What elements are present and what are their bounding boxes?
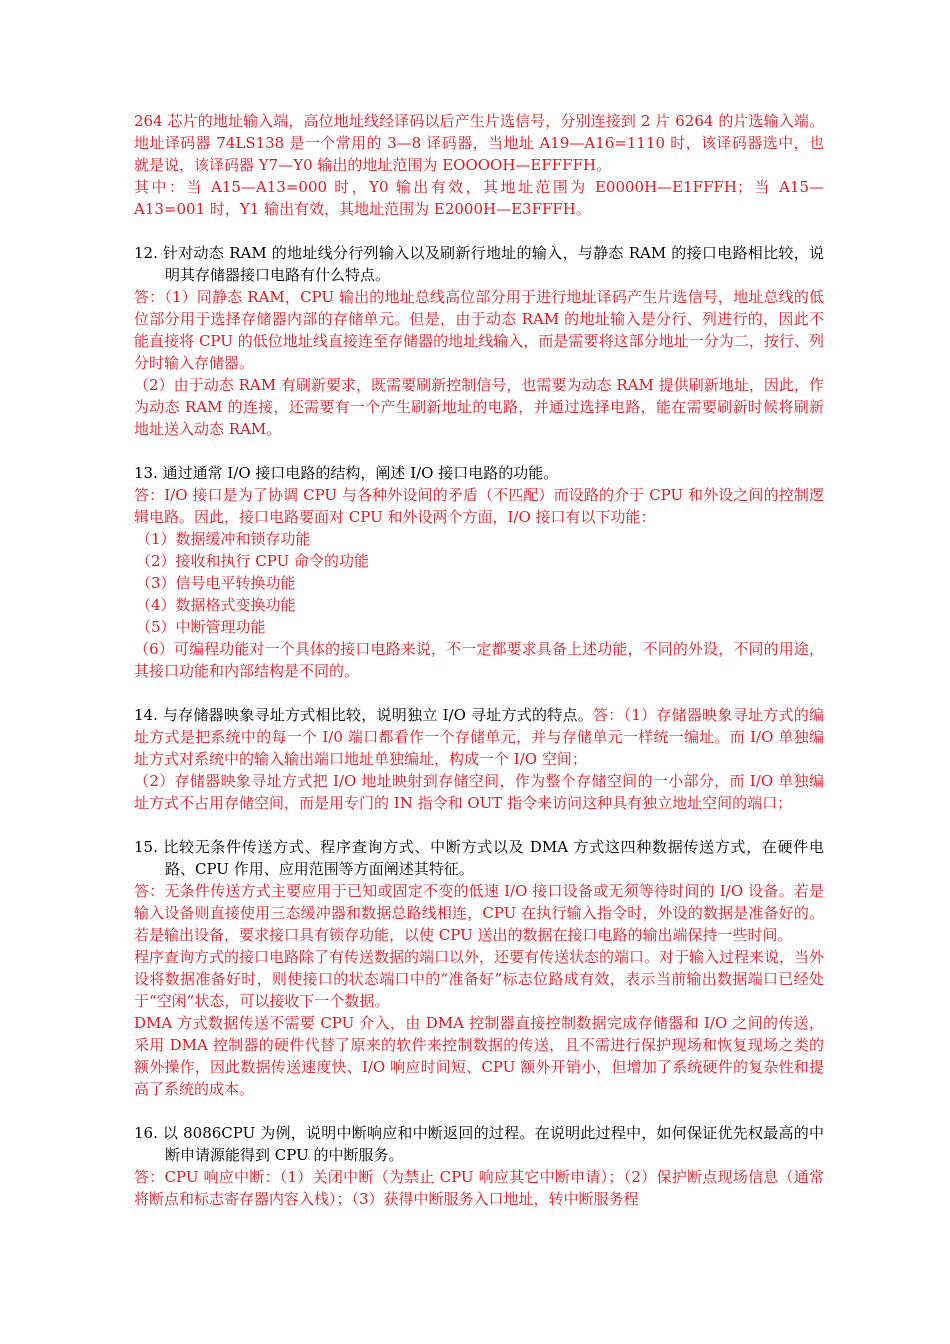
answer-15-part-3: DMA 方式数据传送不需要 CPU 介入，由 DMA 控制器直接控制数据完成存储器和 I/O 之间的传送，采用 DMA 控制器的硬件代替了原来的软件来控制数据的传送，且不需进行保护现场和恢复现场之类的额外操作，因此数据传送速度快、I/O 响应时间短、CPU 额外开销小，但增加了系统硬件的复杂性和提高了系统的成本。 (134, 1014, 824, 1098)
answer-13-item: （4）数据格式变换功能 (136, 596, 296, 614)
answer-13-item: （3）信号电平转换功能 (136, 574, 296, 592)
answer-14-part-2: （2）存储器映象寻址方式把 I/O 地址映射到存储空间，作为整个存储空间的一小部分，而 I/O 单独编址方式不占用存储空间，而是用专门的 IN 指令和 OUT 指令来访问这种具有独立地址空间的端口； (134, 772, 824, 812)
answer-12-part-2: （2）由于动态 RAM 有刷新要求，既需要刷新控制信号，也需要为动态 RAM 提供刷新地址，因此，作为动态 RAM 的连接，还需要有一个产生刷新地址的电路，并通过选择电路，能在需要刷新时候将刷新地址送入动态 RAM。 (134, 376, 824, 438)
question-12-section (134, 242, 824, 440)
intro-paragraph-1: 264 芯片的地址输入端，高位地址线经译码以后产生片选信号，分别连接到 2 片 6264 的片选输入端。地址译码器 74LS138 是一个常用的 3—8 译码器，当地址 A19—A16=1110 时，该译码器选中，也就是说，该译码器 Y7—Y0 输出的地址范围为 EOOOOH—EFFFFH。 (134, 112, 824, 174)
question-14-paragraph (134, 704, 824, 770)
intro-section (134, 110, 824, 220)
answer-13-item: （2）接收和执行 CPU 命令的功能 (136, 552, 370, 570)
answer-13-item: （6）可编程功能对一个具体的接口电路来说，不一定都要求具备上述功能，不同的外设，不同的用途，其接口功能和内部结构是不同的。 (134, 640, 824, 680)
question-13-text: 13. 通过通常 I/O 接口电路的结构，阐述 I/O 接口电路的功能。 (134, 464, 559, 482)
answer-14-part-1: 答：（1）存储器映象寻址方式的编址方式是把系统中的每一个 I/0 端口都看作一个存储单元，并与存储单元一样统一编址。而 I/O 单独编址方式对系统中的输入输出端口地址单独编址，构成一个 I/O 空间； (134, 706, 824, 768)
question-14-text: 14. 与存储器映象寻址方式相比较，说明独立 I/O 寻址方式的特点。 (134, 706, 594, 724)
answer-12-part-1: 答：（1）同静态 RAM，CPU 输出的地址总线高位部分用于进行地址译码产生片选信号，地址总线的低位部分用于选择存储器内部的存储单元。但是，由于动态 RAM 的地址输入是分行、列进行的，因此不能直接将 CPU 的低位地址线直接连至存储器的地址线输入，而是需要将这部分地址一分为二，按行、列分时输入存储器。 (134, 288, 824, 372)
answer-16-part-1: 答：CPU 响应中断：（1）关闭中断（为禁止 CPU 响应其它中断申请）；（2）保护断点现场信息（通常将断点和标志寄存器内容入栈）；（3）获得中断服务入口地址，转中断服务程 (134, 1168, 824, 1208)
document-page (134, 110, 824, 1232)
question-12-text: 12. 针对动态 RAM 的地址线分行列输入以及刷新行地址的输入，与静态 RAM 的接口电路相比较，说明其存储器接口电路有什么特点。 (134, 244, 824, 284)
question-16-text: 16. 以 8086CPU 为例，说明中断响应和中断返回的过程。在说明此过程中，如何保证优先权最高的中断申请源能得到 CPU 的中断服务。 (134, 1124, 824, 1164)
question-15-text: 15. 比较无条件传送方式、程序查询方式、中断方式以及 DMA 方式这四种数据传送方式，在硬件电路、CPU 作用、应用范围等方面阐述其特征。 (134, 838, 824, 878)
answer-15-part-2: 程序查询方式的接口电路除了有传送数据的端口以外，还要有传送状态的端口。对于输入过程来说，当外设将数据准备好时，则使接口的状态端口中的“准备好”标志位路成有效，表示当前输出数据端口已经处于“空闲”状态，可以接收下一个数据。 (134, 948, 825, 1010)
question-14-section (134, 704, 824, 814)
answer-13-item: （1）数据缓冲和锁存功能 (136, 530, 311, 548)
answer-13-item: （5）中断管理功能 (136, 618, 266, 636)
answer-13-intro: 答：I/O 接口是为了协调 CPU 与各种外设间的矛盾（不匹配）而设路的介于 CPU 和外设之间的控制逻辑电路。因此，接口电路要面对 CPU 和外设两个方面，I/O 接口有以下功能： (134, 486, 824, 526)
question-16-section (134, 1122, 824, 1210)
question-15-section (134, 836, 824, 1100)
answer-15-part-1: 答：无条件传送方式主要应用于已知或固定不变的低速 I/O 接口设备或无须等待时间的 I/O 设备。若是输入设备则直接使用三态缓冲器和数据总路线相连，CPU 在执行输入指令时，外设的数据是准备好的。若是输出设备，要求接口具有锁存功能，以使 CPU 送出的数据在接口电路的输出端保持一些时间。 (134, 882, 824, 944)
question-13-section (134, 462, 824, 682)
intro-paragraph-2: 其中：当 A15—A13=000 时，Y0 输出有效，其地址范围为 E0000H—E1FFFH；当 A15—A13=001 时，Y1 输出有效，其地址范围为 E2000H—E3FFFH。 (134, 178, 824, 218)
